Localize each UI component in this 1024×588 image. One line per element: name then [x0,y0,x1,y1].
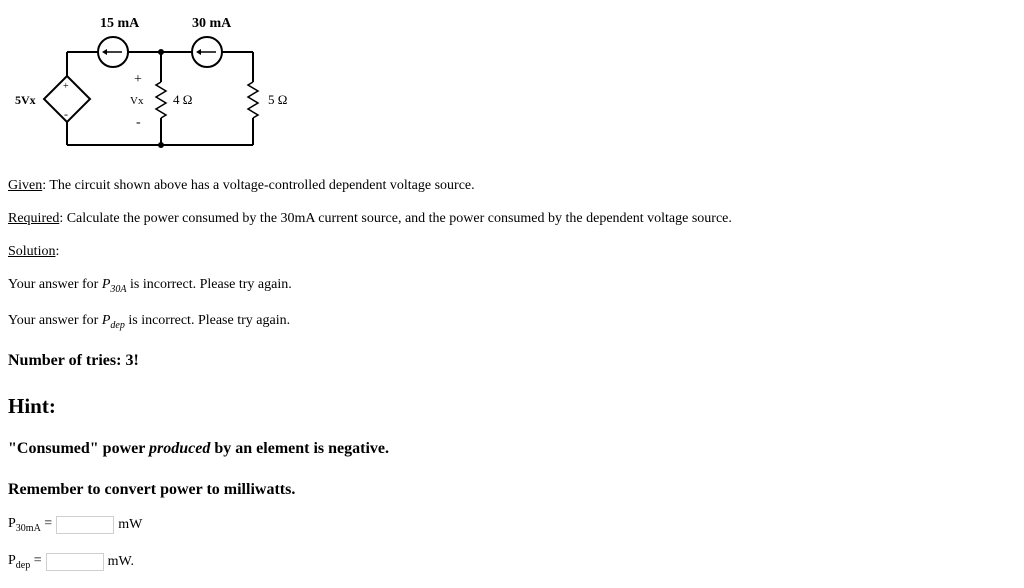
pdep-label: $P_{dep}$ = [8,553,42,571]
answer-row-pdep [8,553,134,571]
source-left-label: 15 mA [100,16,140,31]
solution-label: Solution [8,244,56,259]
required-line [8,211,732,227]
feedback-p30 [8,277,292,295]
required-text: : Calculate the power consumed by the 30mA current source, and the power consumed by the dependent voltage source. [59,211,732,226]
resistor-4-ohm [156,82,166,118]
p30-input[interactable] [56,516,114,534]
given-label: Given [8,178,43,193]
hint-line-2: Remember to convert power to milliwatts. [8,481,296,498]
pdep-input[interactable] [46,553,104,571]
p30-unit: mW [118,517,143,532]
feedback-pdep [8,313,290,331]
answer-row-p30 [8,516,142,534]
solution-colon: : [55,244,60,259]
feedback-p30-var: $P_{30A}$ [101,277,127,295]
vx-label: Vx [130,95,144,107]
hint-line-1: "Consumed" power produced by an element is negative. [8,440,390,457]
dep-plus: + [63,81,69,92]
tries-count: Number of tries: 3! [8,352,139,369]
p30-label: $P_{30mA}$ = [8,516,53,534]
given-text: : The circuit shown above has a voltage-controlled dependent voltage source. [42,178,475,193]
source-right-label: 30 mA [192,16,232,31]
feedback-p30-suffix: is incorrect. Please try again. [126,277,292,292]
feedback-p30-prefix: Your answer for [8,277,102,292]
dep-source-label: 5Vx [15,93,36,107]
required-label: Required [8,211,60,226]
circuit-diagram [0,0,320,165]
vx-minus: - [136,115,141,130]
solution-line [8,244,59,260]
feedback-pdep-suffix: is incorrect. Please try again. [124,313,291,328]
feedback-pdep-var: $P_{dep}$ [101,313,125,331]
vx-plus: + [134,72,142,87]
dep-minus: - [64,107,68,121]
pdep-unit: mW. [107,554,134,569]
hint-title: Hint: [8,394,56,418]
feedback-pdep-prefix: Your answer for [8,313,102,328]
r2-label: 5 Ω [268,92,288,107]
given-line [8,178,475,194]
resistor-5-ohm [248,82,258,118]
r1-label: 4 Ω [173,92,193,107]
